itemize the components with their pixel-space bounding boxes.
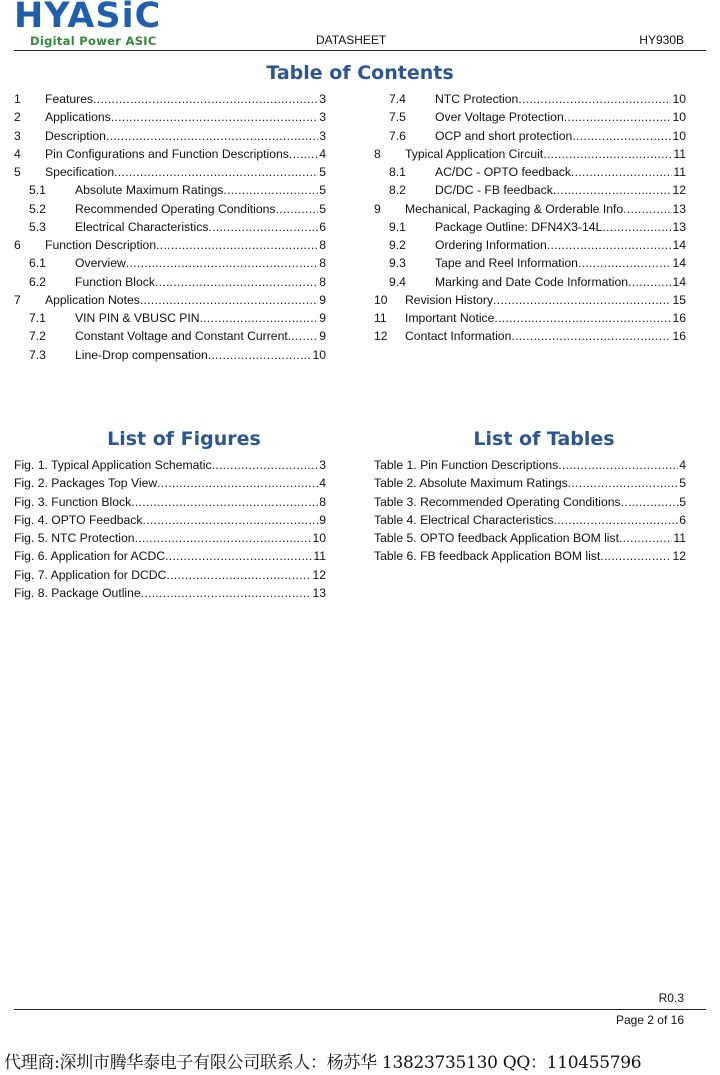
entry-page: 3: [319, 110, 326, 125]
entry-title: NTC Protection: [435, 92, 519, 106]
dot-leader: [276, 200, 319, 218]
dot-leader: [621, 493, 679, 511]
entry-number: 1: [14, 92, 21, 106]
toc-entry[interactable]: [374, 511, 686, 529]
toc-entry[interactable]: [14, 456, 326, 474]
entry-title: Fig. 1. Typical Application Schematic: [14, 458, 212, 472]
entry-page: 5: [319, 201, 326, 216]
entry-title: Constant Voltage and Constant Current: [75, 329, 288, 344]
dot-leader: [511, 327, 671, 345]
entry-number: 9: [374, 201, 381, 216]
dot-leader: [289, 145, 318, 163]
toc-entry[interactable]: [14, 309, 326, 327]
entry-number: 7.6: [389, 128, 406, 143]
entry-title: Recommended Operating Conditions: [75, 201, 276, 216]
toc-entry[interactable]: [374, 291, 686, 309]
entry-page: 8: [319, 238, 326, 252]
entry-title: Table 5. OPTO feedback Application BOM list: [374, 531, 619, 545]
entry-title: Typical Application Circuit: [405, 146, 544, 161]
entry-number: 5: [14, 165, 21, 179]
toc-entry[interactable]: [14, 163, 326, 181]
entry-title: Fig. 3. Function Block: [14, 494, 132, 509]
dot-leader: [554, 511, 679, 529]
dot-leader: [493, 291, 671, 309]
dot-leader: [157, 474, 318, 492]
header-divider: [14, 50, 706, 51]
dot-leader: [578, 254, 671, 272]
dot-leader: [558, 456, 678, 474]
dot-leader: [208, 218, 318, 236]
entry-title: Absolute Maximum Ratings: [75, 183, 224, 198]
toc-entry[interactable]: [374, 181, 686, 199]
toc-entry[interactable]: [374, 90, 686, 108]
entry-page: 4: [679, 458, 686, 472]
toc-entry[interactable]: [14, 566, 326, 584]
entry-page: 9: [319, 329, 326, 344]
entry-page: 14: [672, 256, 686, 271]
dot-leader: [494, 309, 671, 327]
entry-page: 5: [679, 494, 686, 509]
entry-number: 7: [14, 292, 21, 307]
toc-entry[interactable]: [14, 529, 326, 547]
entry-title: Revision History: [405, 292, 494, 307]
entry-number: 2: [14, 110, 21, 125]
entry-title: Fig. 5. NTC Protection: [14, 531, 135, 545]
entry-page: 5: [679, 476, 686, 491]
toc-entry[interactable]: [14, 127, 326, 145]
dot-leader: [564, 108, 672, 126]
dot-leader: [600, 547, 671, 565]
entry-title: Description: [45, 128, 106, 143]
entry-page: 4: [319, 476, 326, 491]
entry-page: 6: [319, 219, 326, 234]
entry-number: 9.2: [389, 238, 406, 252]
entry-title: Electrical Characteristics: [75, 219, 209, 234]
entry-title: Contact Information: [405, 329, 512, 344]
entry-page: 10: [672, 110, 686, 125]
toc-title: Table of Contents: [266, 62, 454, 84]
entry-page: 13: [312, 585, 326, 600]
toc-entry[interactable]: [14, 145, 326, 163]
dot-leader: [141, 584, 312, 602]
toc-entry[interactable]: [14, 547, 326, 565]
toc-entry[interactable]: [374, 145, 686, 163]
dot-leader: [208, 346, 312, 364]
entry-number: 12: [374, 329, 388, 344]
entry-page: 10: [312, 347, 326, 362]
dot-leader: [165, 547, 312, 565]
entry-page: 3: [319, 128, 326, 143]
doc-type: DATASHEET: [316, 33, 387, 47]
entry-page: 3: [319, 458, 326, 472]
dot-leader: [93, 90, 318, 108]
dot-leader: [126, 254, 318, 272]
entry-title: Table 2. Absolute Maximum Ratings: [374, 476, 568, 491]
entry-title: Marking and Date Code Information: [435, 274, 629, 289]
toc-entry[interactable]: [14, 474, 326, 492]
entry-number: 6: [14, 238, 21, 252]
entry-title: Tape and Reel Information: [435, 256, 578, 271]
toc-entry[interactable]: [14, 511, 326, 529]
toc-entry[interactable]: [374, 474, 686, 492]
entry-title: Fig. 6. Application for ACDC: [14, 549, 166, 564]
entry-page: 9: [319, 292, 326, 307]
toc-entry[interactable]: [374, 218, 686, 236]
entry-title: Function Block: [75, 274, 155, 289]
entry-page: 10: [672, 128, 686, 143]
entry-page: 4: [319, 146, 326, 161]
entry-number: 5.2: [29, 201, 46, 216]
footer-divider: [14, 1009, 706, 1010]
toc-entry[interactable]: [374, 254, 686, 272]
toc-entry[interactable]: [14, 291, 326, 309]
dot-leader: [140, 291, 318, 309]
entry-title: OCP and short protection: [435, 128, 573, 143]
logo-tagline: Digital Power ASIC: [30, 34, 157, 48]
entry-number: 9.1: [389, 219, 406, 234]
entry-title: Table 4. Electrical Characteristics: [374, 512, 554, 527]
dot-leader: [135, 529, 312, 547]
figures-title: List of Figures: [107, 428, 261, 450]
dot-leader: [547, 236, 672, 254]
entry-page: 8: [319, 256, 326, 271]
entry-page: 5: [319, 183, 326, 198]
entry-title: DC/DC - FB feedback: [435, 183, 553, 198]
dot-leader: [518, 90, 671, 108]
entry-page: 9: [319, 311, 326, 325]
entry-title: Pin Configurations and Function Descriptions: [45, 146, 289, 161]
entry-title: Fig. 2. Packages Top View: [14, 476, 158, 491]
entry-page: 14: [672, 274, 686, 289]
dot-leader: [223, 181, 318, 199]
entry-page: 14: [672, 238, 686, 252]
dot-leader: [623, 200, 671, 218]
entry-page: 8: [319, 494, 326, 509]
toc-entry[interactable]: [14, 236, 326, 254]
entry-number: 4: [14, 146, 21, 161]
entry-title: Table 1. Pin Function Descriptions: [374, 458, 559, 472]
toc-entry[interactable]: [374, 200, 686, 218]
entry-number: 8: [374, 146, 381, 161]
entry-page: 11: [673, 165, 686, 179]
entry-number: 3: [14, 128, 21, 143]
entry-page: 6: [679, 512, 686, 527]
revision-label: R0.3: [658, 991, 684, 1005]
page-number: Page 2 of 16: [615, 1013, 684, 1027]
dot-leader: [619, 529, 672, 547]
toc-entry[interactable]: [14, 218, 326, 236]
entry-page: 11: [673, 531, 686, 545]
dot-leader: [131, 493, 318, 511]
toc-entry[interactable]: [14, 327, 326, 345]
toc-entry[interactable]: [14, 584, 326, 602]
entry-number: 6.2: [29, 274, 46, 289]
entry-number: 6.1: [29, 256, 46, 271]
dot-leader: [114, 163, 318, 181]
toc-entry[interactable]: [14, 90, 326, 108]
entry-title: Features: [45, 92, 94, 106]
entry-title: Important Notice: [405, 311, 495, 325]
entry-page: 12: [672, 549, 686, 564]
entry-number: 10: [374, 292, 388, 307]
entry-title: Table 3. Recommended Operating Conditions: [374, 494, 621, 509]
entry-page: 12: [312, 567, 326, 582]
toc-entry[interactable]: [374, 547, 686, 565]
dot-leader: [142, 511, 318, 529]
entry-number: 7.4: [389, 92, 406, 106]
toc-entry[interactable]: [14, 493, 326, 511]
toc-entry[interactable]: [374, 108, 686, 126]
dot-leader: [572, 127, 671, 145]
dot-leader: [553, 181, 672, 199]
dot-leader: [111, 108, 319, 126]
entry-title: Applications: [45, 110, 111, 125]
dot-leader: [571, 163, 672, 181]
toc-entry[interactable]: [14, 346, 326, 364]
toc-entry[interactable]: [374, 273, 686, 291]
entry-page: 10: [312, 531, 326, 545]
dot-leader: [602, 218, 671, 236]
toc-entry[interactable]: [374, 456, 686, 474]
entry-number: 7.2: [29, 329, 46, 344]
entry-number: 7.5: [389, 110, 406, 125]
entry-number: 11: [374, 311, 387, 325]
dot-leader: [628, 273, 671, 291]
entry-title: Line-Drop compensation: [75, 347, 208, 362]
toc-entry[interactable]: [374, 529, 686, 547]
entry-title: Package Outline: DFN4X3-14L: [435, 219, 603, 234]
entry-number: 9.4: [389, 274, 406, 289]
entry-number: 5.1: [29, 183, 46, 198]
entry-number: 8.2: [389, 183, 406, 198]
dot-leader: [166, 566, 311, 584]
part-number: HY930B: [639, 33, 684, 47]
entry-title: Fig. 7. Application for DCDC: [14, 567, 167, 582]
entry-page: 16: [672, 311, 686, 325]
dot-leader: [106, 127, 318, 145]
dot-leader: [543, 145, 672, 163]
toc-entry[interactable]: [14, 200, 326, 218]
entry-title: Fig. 8. Package Outline: [14, 585, 141, 600]
toc-entry[interactable]: [374, 327, 686, 345]
toc-entry[interactable]: [374, 127, 686, 145]
dot-leader: [155, 273, 318, 291]
dot-leader: [568, 474, 678, 492]
entry-number: 7.1: [29, 311, 46, 325]
toc-entry[interactable]: [14, 254, 326, 272]
page-header: [14, 0, 706, 52]
entry-title: Ordering Information: [435, 238, 547, 252]
entry-title: Fig. 4. OPTO Feedback: [14, 512, 143, 527]
tables-title: List of Tables: [473, 428, 615, 450]
entry-page: 12: [672, 183, 686, 198]
entry-number: 9.3: [389, 256, 406, 271]
entry-number: 7.3: [29, 347, 46, 362]
entry-title: Table 6. FB feedback Application BOM list: [374, 549, 601, 564]
toc-entry[interactable]: [14, 108, 326, 126]
entry-page: 9: [319, 512, 326, 527]
entry-page: 13: [672, 219, 686, 234]
entry-page: 11: [313, 549, 326, 564]
toc-entry[interactable]: [374, 493, 686, 511]
entry-number: 5.3: [29, 219, 46, 234]
dot-leader: [212, 456, 319, 474]
entry-page: 15: [672, 292, 686, 307]
entry-title: Specification: [45, 165, 115, 179]
entry-page: 16: [672, 329, 686, 344]
entry-page: 8: [319, 274, 326, 289]
dot-leader: [200, 309, 319, 327]
toc-entry[interactable]: [14, 273, 326, 291]
entry-title: Over Voltage Protection: [435, 110, 564, 125]
entry-page: 13: [672, 201, 686, 216]
entry-page: 10: [672, 92, 686, 106]
entry-title: Function Description: [45, 238, 157, 252]
toc-entry[interactable]: [374, 163, 686, 181]
dot-leader: [156, 236, 318, 254]
toc-entry[interactable]: [374, 236, 686, 254]
entry-title: Overview: [75, 256, 126, 271]
toc-entry[interactable]: [14, 181, 326, 199]
entry-number: 8.1: [389, 165, 406, 179]
dot-leader: [288, 327, 318, 345]
entry-title: VIN PIN & VBUSC PIN: [75, 311, 200, 325]
entry-title: AC/DC - OPTO feedback: [435, 165, 571, 179]
entry-page: 5: [319, 165, 326, 179]
entry-page: 11: [673, 146, 686, 161]
entry-page: 3: [319, 92, 326, 106]
toc-entry[interactable]: [374, 309, 686, 327]
entry-title: Application Notes: [45, 292, 140, 307]
entry-title: Mechanical, Packaging & Orderable Info: [405, 201, 624, 216]
agent-contact-line: 代理商:深圳市腾华泰电子有限公司联系人：杨苏华 13823735130 QQ：110455796: [4, 1053, 642, 1073]
company-logo: HYASiC: [14, 0, 162, 36]
